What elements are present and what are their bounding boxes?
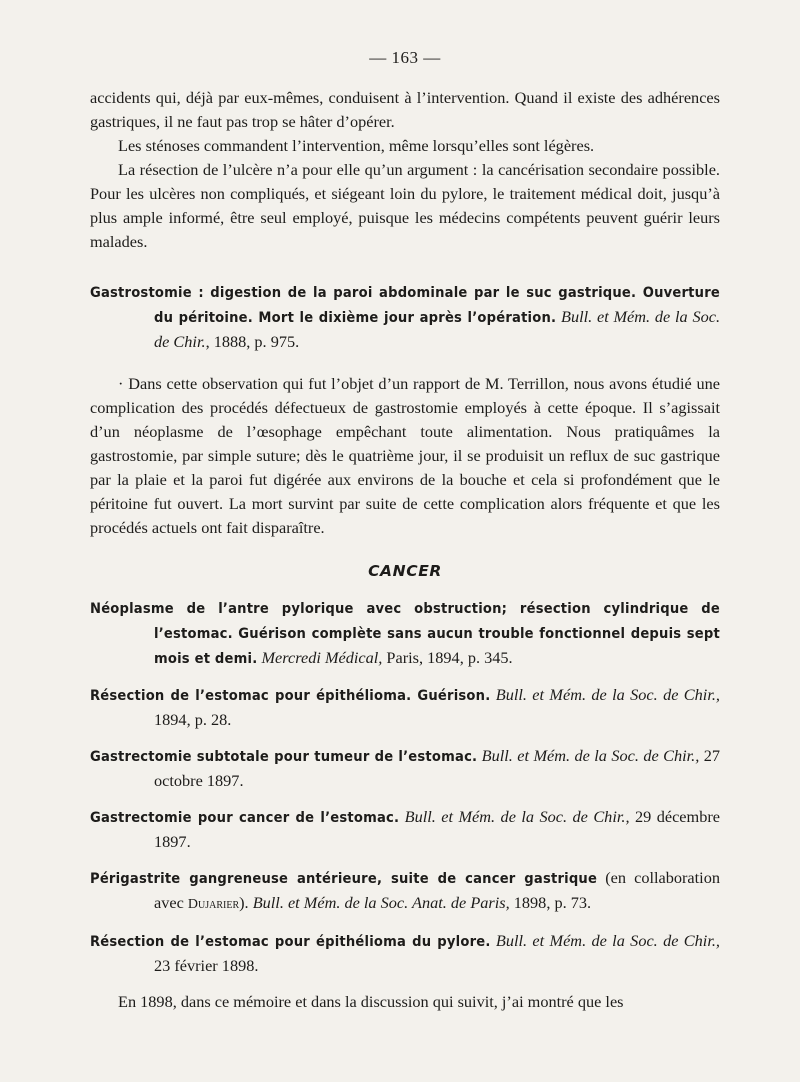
entry-source: Bull. et Mém. de la Soc. de Chir.,: [495, 685, 720, 704]
entry-title: Périgastrite gangreneuse antérieure, suite de cancer gastrique: [90, 870, 598, 887]
intro-paragraph-3: La résection de l’ulcère n’a pour elle qu’un argument : la cancérisation secondaire possible. Pour les ulcères non compliqués, et siégeant loin du pylore, le traitement médical doit, jusqu’à plus ample informé, être seul employé, puisque les médecins compétents peuvent guérir leurs malades.: [90, 160, 720, 251]
entry-source: Bull. et Mém. de la Soc. de Chir.: [154, 307, 721, 351]
collab-suffix: ).: [239, 893, 253, 912]
entry-source: Bull. et Mém. de la Soc. Anat. de Paris,: [252, 893, 510, 912]
gastrostomie-paragraph: · Dans cette observation qui fut l’objet d’un rapport de M. Terrillon, nous avons étudié une complication des procédés défectueux de gastrostomie employés à cette époque. Il s’agissait d’un néoplasme de l’œsophage empêchant toute alimentation. Nous pratiquâmes la gastrostomie, par simple suture; dès le quatrième jour, il se produisit un reflux de suc gastrique par la plaie et la paroi fut digérée aux environs de la bouche et cela si profondément que le péritoine fut ouvert. La mort survint par suite de cette complication alors fréquente et que les procédés actuels ont fait disparaître.: [90, 374, 720, 537]
entry-title: Gastrectomie subtotale pour tumeur de l’estomac.: [90, 748, 478, 765]
entry-details: Paris, 1894, p. 345.: [382, 648, 513, 667]
section-heading: CANCER: [368, 562, 442, 580]
entry-source: Bull. et Mém. de la Soc. de Chir.,: [404, 807, 630, 826]
entry-title: Néoplasme de l’antre pylorique avec obstruction; résection cylindrique de l’estomac. Guérison complète sans aucun trouble fonctionnel depuis sept mois et demi.: [90, 600, 720, 667]
entry-details: 1898, p. 73.: [509, 893, 592, 912]
entry-details: 1894, p. 28.: [154, 710, 232, 729]
entry-source: Bull. et Mém. de la Soc. de Chir.,: [481, 746, 700, 765]
bibliography-entry-pylore: [90, 929, 720, 978]
entry-source: Bull. et Mém. de la Soc. de Chir.,: [495, 931, 720, 950]
entry-details: 29 décembre 1897.: [154, 807, 720, 851]
bibliography-entry: [90, 683, 720, 732]
intro-paragraph-1: accidents qui, déjà par eux-mêmes, conduisent à l’intervention. Quand il existe des adhérences gastriques, il ne faut pas trop se hâter d’opérer.: [90, 88, 720, 131]
entry-details: 23 février 1898.: [154, 956, 259, 975]
closing-paragraph: En 1898, dans ce mémoire et dans la discussion qui suivit, j’ai montré que les: [118, 992, 624, 1011]
bibliography-entry-gastrostomie: [90, 280, 720, 354]
entry-details: 27 octobre 1897.: [154, 746, 720, 790]
bibliography-entry: [90, 596, 720, 671]
entry-title: Gastrostomie : digestion de la paroi abdominale par le suc gastrique. Ouverture du péritoine. Mort le dixième jour après l’opération.: [90, 284, 720, 326]
entry-title: Gastrectomie pour cancer de l’estomac.: [90, 809, 400, 826]
page-number: — 163 —: [369, 48, 441, 67]
collab-name: Dujarier: [187, 897, 240, 912]
bibliography-entry-perigastrite: [90, 866, 720, 917]
bibliography-entry: [90, 805, 720, 854]
entry-title: Résection de l’estomac pour épithélioma du pylore.: [90, 933, 491, 950]
intro-paragraph-2: Les sténoses commandent l’intervention, même lorsqu’elles sont légères.: [118, 136, 595, 155]
entry-source: Mercredi Médical,: [261, 648, 383, 667]
entry-title: Résection de l’estomac pour épithélioma. Guérison.: [90, 687, 491, 704]
bibliography-entry: [90, 744, 720, 793]
collab-prefix: (en collaboration avec: [154, 868, 720, 912]
entry-details: , 1888, p. 975.: [205, 332, 300, 351]
